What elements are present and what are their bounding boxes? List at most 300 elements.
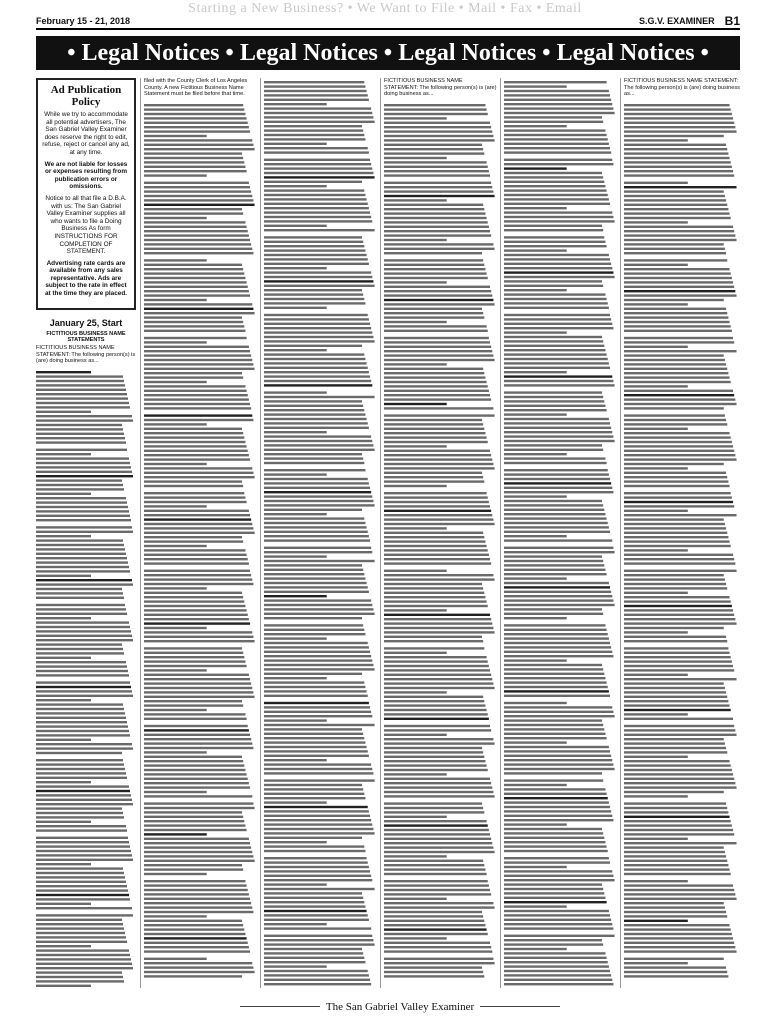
text-line bbox=[384, 957, 493, 959]
text-line bbox=[144, 569, 250, 571]
text-line bbox=[384, 755, 484, 757]
text-line bbox=[384, 325, 487, 327]
text-line bbox=[504, 724, 603, 726]
text-line bbox=[144, 221, 245, 223]
text-line bbox=[504, 870, 612, 872]
text-line bbox=[384, 673, 491, 675]
text-line bbox=[144, 394, 248, 396]
text-line bbox=[264, 755, 369, 757]
text-line bbox=[264, 914, 368, 916]
text-line bbox=[624, 864, 728, 866]
text-line bbox=[264, 151, 369, 153]
text-line bbox=[264, 125, 362, 127]
text-line bbox=[624, 299, 724, 301]
text-line bbox=[624, 884, 733, 886]
text-line bbox=[144, 669, 207, 671]
text-line bbox=[384, 454, 491, 456]
text-line bbox=[144, 640, 255, 642]
text-line bbox=[624, 635, 726, 637]
text-line bbox=[264, 637, 327, 639]
text-line bbox=[264, 837, 362, 839]
text-line bbox=[504, 784, 567, 786]
text-line bbox=[504, 923, 612, 925]
text-line bbox=[624, 540, 730, 542]
text-line bbox=[264, 236, 362, 238]
text-line bbox=[624, 536, 728, 538]
text-line bbox=[624, 157, 730, 159]
text-line bbox=[264, 517, 364, 519]
text-line bbox=[504, 746, 609, 748]
text-line bbox=[144, 476, 255, 478]
text-line bbox=[264, 99, 369, 101]
text-line bbox=[384, 837, 491, 839]
text-line bbox=[264, 440, 372, 442]
text-line bbox=[504, 229, 603, 231]
text-line bbox=[144, 540, 243, 542]
text-line bbox=[624, 937, 733, 939]
text-line bbox=[504, 668, 603, 670]
text-line bbox=[36, 579, 132, 581]
text-line bbox=[36, 841, 129, 843]
text-line bbox=[264, 444, 373, 446]
text-line bbox=[624, 234, 735, 236]
text-line bbox=[384, 199, 447, 201]
text-line bbox=[36, 954, 130, 956]
text-line bbox=[504, 866, 567, 868]
text-line bbox=[624, 208, 728, 210]
text-line bbox=[384, 782, 491, 784]
text-line bbox=[504, 298, 607, 300]
text-line bbox=[624, 609, 733, 611]
text-line bbox=[384, 966, 482, 968]
text-line bbox=[144, 419, 253, 421]
text-line bbox=[384, 971, 483, 973]
text-line bbox=[504, 473, 609, 475]
text-line bbox=[264, 582, 367, 584]
text-line bbox=[624, 911, 726, 913]
text-line bbox=[144, 911, 253, 913]
text-line bbox=[144, 695, 255, 697]
text-line bbox=[264, 892, 362, 894]
footer-publication-name: The San Gabriel Valley Examiner bbox=[325, 1001, 475, 1013]
text-line bbox=[384, 294, 492, 296]
text-line bbox=[264, 586, 368, 588]
text-line bbox=[144, 471, 253, 473]
text-line bbox=[384, 618, 491, 620]
text-line bbox=[384, 225, 489, 227]
text-line bbox=[264, 801, 327, 803]
text-line bbox=[624, 321, 730, 323]
text-line bbox=[624, 660, 732, 662]
text-line bbox=[384, 640, 483, 642]
text-line bbox=[264, 965, 327, 967]
text-line bbox=[384, 113, 488, 115]
notice-text-block bbox=[504, 78, 618, 988]
text-line bbox=[384, 436, 487, 438]
page-header bbox=[36, 14, 740, 30]
text-line bbox=[504, 845, 607, 847]
section-banner: • Legal Notices • Legal Notices • Legal Notices • Legal Notices • bbox=[36, 36, 740, 70]
text-line bbox=[384, 902, 493, 904]
text-line bbox=[264, 763, 371, 765]
text-line bbox=[144, 152, 242, 154]
text-line bbox=[504, 143, 609, 145]
text-line bbox=[36, 626, 130, 628]
text-line bbox=[36, 530, 133, 532]
text-line bbox=[624, 217, 731, 219]
text-line bbox=[144, 811, 242, 813]
text-line bbox=[264, 861, 368, 863]
text-line bbox=[264, 935, 372, 937]
text-line bbox=[264, 267, 327, 269]
text-line bbox=[384, 480, 484, 482]
text-line bbox=[264, 591, 369, 593]
text-line bbox=[36, 514, 130, 516]
text-line bbox=[504, 263, 611, 265]
text-line bbox=[624, 195, 725, 197]
text-line bbox=[504, 99, 611, 101]
text-line bbox=[504, 892, 604, 894]
text-line bbox=[504, 564, 604, 566]
text-line bbox=[144, 591, 242, 593]
ad-publication-policy-box bbox=[36, 78, 136, 310]
text-line bbox=[624, 505, 734, 507]
text-line bbox=[504, 608, 602, 610]
text-line bbox=[504, 624, 605, 626]
text-line bbox=[264, 642, 368, 644]
notice-column-6 bbox=[624, 78, 740, 988]
text-line bbox=[144, 691, 253, 693]
text-line bbox=[144, 157, 243, 159]
text-line bbox=[264, 318, 369, 320]
text-line bbox=[384, 760, 485, 762]
text-line bbox=[264, 531, 368, 533]
text-line bbox=[144, 700, 242, 702]
text-line bbox=[624, 152, 728, 154]
text-line bbox=[264, 147, 368, 149]
text-line bbox=[144, 941, 248, 943]
text-line bbox=[504, 207, 567, 209]
text-line bbox=[624, 600, 731, 602]
text-line bbox=[144, 130, 250, 132]
text-line bbox=[504, 768, 615, 770]
text-line bbox=[384, 277, 488, 279]
text-line bbox=[36, 794, 131, 796]
text-line bbox=[384, 884, 489, 886]
text-line bbox=[264, 702, 369, 704]
text-line bbox=[144, 170, 247, 172]
text-line bbox=[36, 876, 125, 878]
text-line bbox=[264, 172, 373, 174]
text-line bbox=[504, 957, 607, 959]
text-line bbox=[144, 354, 251, 356]
text-line bbox=[384, 108, 487, 110]
text-line bbox=[144, 859, 255, 861]
text-line bbox=[36, 743, 132, 745]
text-line bbox=[36, 785, 129, 787]
text-line bbox=[504, 974, 611, 976]
text-line bbox=[264, 462, 364, 464]
text-line bbox=[264, 604, 372, 606]
text-line bbox=[384, 403, 447, 405]
text-line bbox=[36, 927, 124, 929]
text-line bbox=[504, 531, 610, 533]
text-line bbox=[504, 241, 605, 243]
text-line bbox=[504, 681, 607, 683]
text-line bbox=[384, 950, 492, 952]
text-line bbox=[264, 449, 375, 451]
text-line bbox=[264, 353, 364, 355]
text-line bbox=[144, 161, 244, 163]
text-line bbox=[264, 939, 373, 941]
text-line bbox=[504, 850, 608, 852]
text-line bbox=[144, 656, 244, 658]
text-line bbox=[144, 815, 243, 817]
text-line bbox=[504, 526, 609, 528]
text-line bbox=[264, 482, 369, 484]
text-line bbox=[144, 873, 207, 875]
text-line bbox=[504, 664, 602, 666]
text-line bbox=[384, 928, 487, 930]
text-line bbox=[384, 540, 485, 542]
text-line bbox=[36, 583, 133, 585]
text-line bbox=[264, 948, 362, 950]
text-line bbox=[384, 329, 488, 331]
text-line bbox=[624, 807, 727, 809]
text-line bbox=[264, 405, 363, 407]
text-line bbox=[504, 107, 613, 109]
text-line bbox=[624, 449, 734, 451]
text-line bbox=[264, 910, 367, 912]
text-line bbox=[144, 647, 242, 649]
text-line bbox=[624, 403, 737, 405]
text-line bbox=[384, 281, 447, 283]
text-line bbox=[624, 350, 737, 352]
notice-text-block bbox=[36, 368, 136, 988]
text-line bbox=[264, 768, 372, 770]
text-line bbox=[36, 867, 123, 869]
text-line bbox=[504, 276, 615, 278]
text-line bbox=[384, 678, 492, 680]
text-line bbox=[504, 535, 567, 537]
text-line bbox=[384, 687, 495, 689]
text-line bbox=[504, 832, 603, 834]
text-line bbox=[624, 760, 730, 762]
text-line bbox=[504, 302, 608, 304]
text-line bbox=[504, 307, 609, 309]
text-line bbox=[264, 103, 327, 105]
text-line bbox=[384, 414, 495, 416]
text-line bbox=[36, 763, 124, 765]
text-line bbox=[624, 441, 732, 443]
text-line bbox=[36, 643, 122, 645]
text-line bbox=[384, 695, 483, 697]
text-line bbox=[624, 181, 688, 183]
text-line bbox=[624, 170, 733, 172]
text-line bbox=[504, 927, 613, 929]
text-line bbox=[264, 888, 375, 890]
text-line bbox=[384, 165, 488, 167]
text-line bbox=[384, 252, 482, 254]
text-line bbox=[144, 263, 242, 265]
text-line bbox=[144, 851, 252, 853]
text-line bbox=[624, 427, 688, 429]
text-line bbox=[504, 919, 611, 921]
text-line bbox=[144, 143, 253, 145]
text-line bbox=[504, 280, 602, 282]
text-line bbox=[144, 807, 255, 809]
text-line bbox=[264, 539, 370, 541]
text-line bbox=[264, 94, 368, 96]
text-line bbox=[624, 239, 737, 241]
text-line bbox=[144, 795, 252, 797]
text-line bbox=[504, 147, 610, 149]
text-line bbox=[264, 107, 371, 109]
text-line bbox=[504, 879, 615, 881]
text-line bbox=[144, 902, 251, 904]
text-line bbox=[36, 630, 131, 632]
text-line bbox=[36, 772, 126, 774]
text-line bbox=[264, 384, 372, 386]
text-line bbox=[504, 289, 567, 291]
text-line bbox=[144, 359, 252, 361]
text-line bbox=[384, 751, 483, 753]
text-line bbox=[144, 389, 247, 391]
text-line bbox=[504, 801, 609, 803]
text-line bbox=[144, 203, 255, 205]
text-line bbox=[264, 427, 369, 429]
text-line bbox=[36, 803, 133, 805]
text-line bbox=[504, 249, 567, 251]
text-line bbox=[624, 569, 737, 571]
text-line bbox=[264, 176, 375, 178]
text-line bbox=[144, 829, 247, 831]
text-line bbox=[504, 134, 607, 136]
text-line bbox=[504, 837, 604, 839]
text-line bbox=[384, 104, 485, 106]
text-line bbox=[264, 772, 373, 774]
text-line bbox=[144, 833, 207, 835]
text-line bbox=[384, 316, 484, 318]
text-line bbox=[144, 208, 242, 210]
text-line bbox=[36, 384, 125, 386]
text-line bbox=[624, 367, 727, 369]
text-line bbox=[504, 331, 567, 333]
text-line bbox=[264, 741, 365, 743]
ghost-header-banner: Starting a New Business? • We Want to File • Mail • Fax • Email bbox=[188, 1, 582, 16]
text-line bbox=[624, 247, 725, 249]
text-line bbox=[504, 181, 604, 183]
text-line bbox=[144, 423, 207, 425]
text-line bbox=[144, 574, 251, 576]
text-line bbox=[624, 186, 737, 188]
text-line bbox=[36, 681, 130, 683]
text-line bbox=[504, 367, 610, 369]
text-line bbox=[624, 733, 737, 735]
text-line bbox=[504, 513, 605, 515]
text-line bbox=[264, 181, 362, 183]
text-line bbox=[36, 479, 122, 481]
text-line bbox=[624, 791, 724, 793]
text-line bbox=[504, 961, 608, 963]
text-line bbox=[504, 733, 605, 735]
text-line bbox=[36, 371, 91, 373]
text-line bbox=[504, 172, 602, 174]
text-line bbox=[384, 290, 491, 292]
text-line bbox=[36, 725, 128, 727]
notice-snippet: FICTITIOUS BUSINESS NAME STATEMENT: The following person(s) is (are) doing business as... bbox=[384, 78, 497, 98]
text-line bbox=[36, 699, 91, 701]
text-line bbox=[264, 979, 370, 981]
text-line bbox=[624, 782, 735, 784]
text-line bbox=[504, 595, 612, 597]
text-line bbox=[264, 90, 367, 92]
text-line bbox=[384, 531, 483, 533]
text-line bbox=[144, 307, 253, 309]
text-line bbox=[624, 618, 735, 620]
text-line bbox=[504, 905, 567, 907]
text-line bbox=[144, 432, 243, 434]
text-line bbox=[384, 367, 483, 369]
text-line bbox=[264, 85, 365, 87]
text-line bbox=[624, 627, 724, 629]
text-line bbox=[384, 738, 493, 740]
text-line bbox=[504, 314, 610, 316]
text-line bbox=[144, 212, 243, 214]
text-line bbox=[264, 806, 368, 808]
text-line bbox=[264, 211, 370, 213]
text-line bbox=[384, 897, 447, 899]
text-line bbox=[384, 230, 490, 232]
text-line bbox=[144, 673, 249, 675]
text-line bbox=[144, 933, 245, 935]
text-line bbox=[264, 746, 367, 748]
text-line bbox=[504, 888, 603, 890]
text-line bbox=[264, 577, 365, 579]
text-line bbox=[384, 962, 495, 964]
text-line bbox=[144, 449, 248, 451]
text-line bbox=[624, 281, 733, 283]
text-line bbox=[384, 372, 484, 374]
text-line bbox=[36, 639, 133, 641]
text-line bbox=[624, 467, 688, 469]
text-line bbox=[36, 703, 123, 705]
text-line bbox=[264, 81, 364, 83]
text-line bbox=[624, 755, 688, 757]
text-line bbox=[36, 448, 127, 450]
text-line bbox=[504, 159, 612, 161]
text-line bbox=[36, 661, 126, 663]
text-line bbox=[144, 600, 244, 602]
text-line bbox=[384, 941, 490, 943]
text-line bbox=[264, 599, 371, 601]
text-line bbox=[504, 613, 603, 615]
text-line bbox=[624, 919, 688, 921]
text-line bbox=[384, 394, 490, 396]
text-line bbox=[36, 721, 127, 723]
text-line bbox=[36, 812, 123, 814]
text-line bbox=[144, 427, 242, 429]
text-line bbox=[144, 303, 252, 305]
text-line bbox=[504, 875, 613, 877]
text-line bbox=[384, 820, 487, 822]
text-line bbox=[384, 937, 447, 939]
text-line bbox=[264, 555, 327, 557]
text-line bbox=[504, 203, 610, 205]
text-line bbox=[624, 709, 731, 711]
text-line bbox=[624, 398, 735, 400]
text-line bbox=[144, 842, 250, 844]
